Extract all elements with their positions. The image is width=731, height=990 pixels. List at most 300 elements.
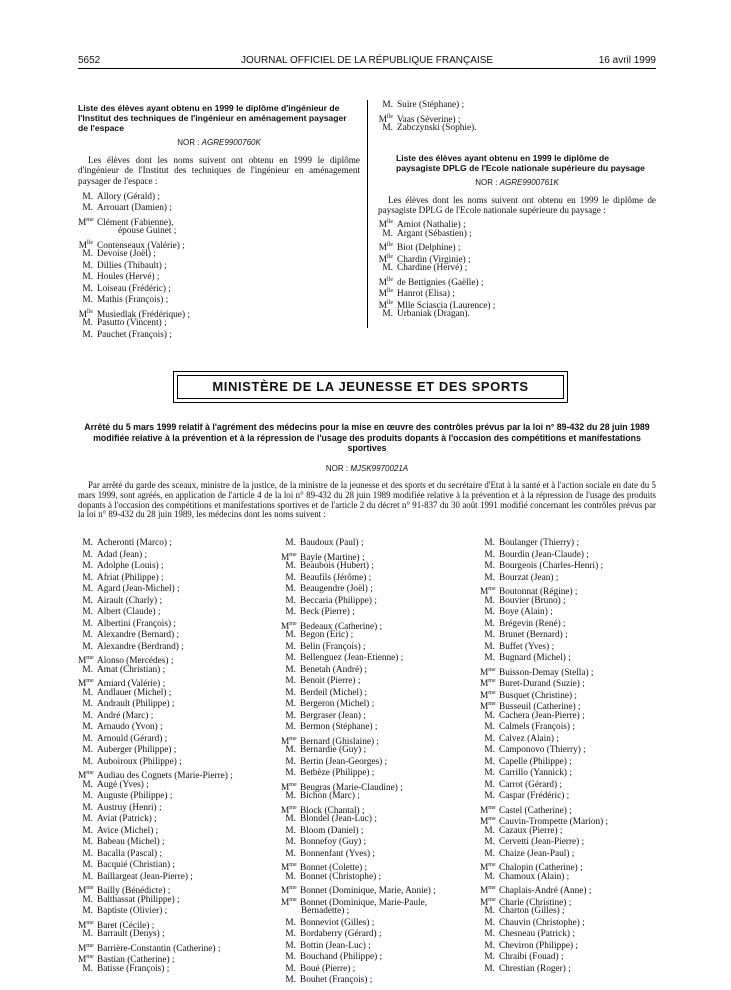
person-name: Biot (Delphine) ; [397,243,461,254]
list-item [78,630,273,642]
person-name: Beccaria (Philippe) ; [300,595,377,606]
list-item [78,699,273,711]
person-name: Augé (Yves) ; [97,779,149,790]
list-item [480,573,656,585]
list-item [281,722,479,734]
list-item [281,791,479,803]
list-item [78,780,273,792]
honorific: $M^{lle}$ [378,276,393,288]
honorific: M. [285,722,296,732]
list-item [480,722,656,734]
person-name: Baptiste (Olivier) ; [97,906,168,916]
honorific: $M^{me}$ [480,701,496,713]
person-name: Bonnefoy (Guy) ; [300,837,367,847]
person-name: Blondel (Jean-Luc) ; [300,814,377,824]
list-item [78,711,273,723]
honorific: M. [82,664,93,675]
list-item [378,229,656,241]
honorific: M. [484,871,495,882]
honorific: M. [82,756,93,767]
list-item [480,791,656,803]
list-item [281,745,479,757]
honorific: M. [82,607,93,617]
list-item [281,826,479,838]
list-item [281,561,479,573]
person-name: Bloom (Daniel) ; [300,825,364,836]
person-name: Baudoux (Paul) ; [300,538,364,548]
nor-label: NOR : [475,177,498,187]
person-name: Argant (Sébastien) ; [397,228,472,239]
section-ingenieur-list-continued [378,100,656,135]
honorific: M. [285,572,296,583]
honorific: $M^{me}$ [480,896,496,908]
person-name: Barrière-Constantin (Catherine) ; [97,943,221,954]
list-item [78,895,273,907]
list-item [78,272,360,284]
section-paysagiste-title: Liste des élèves ayant obtenu en 1999 le diplôme de paysagiste DPLG de l'Ecole nationale supérieure du paysage [396,152,645,173]
list-item [78,734,273,746]
person-name: de Bettignies (Gaëlle) ; [397,277,484,288]
list-item [78,550,273,562]
person-name: Beaugendre (Joël) ; [300,584,373,594]
honorific: M. [285,756,296,767]
honorific: M. [484,779,495,790]
section-paysagiste-nor [378,178,656,187]
list-item [78,941,273,953]
person-name: Bonnet (Dominique, Marie-Paule, [300,897,428,908]
honorific: $M^{me}$ [480,804,496,816]
honorific: M. [285,963,296,974]
honorific: M. [285,687,296,698]
list-item [281,780,479,792]
honorific: $M^{me}$ [480,586,496,598]
list-item [78,215,360,227]
list-item [281,849,479,861]
list-item [281,975,479,987]
honorific: M. [484,572,495,583]
person-name: Avice (Michel) ; [97,825,159,836]
person-name: Brégevin (René) ; [499,618,566,629]
honorific: M. [484,768,495,778]
person-name: Loiseau (Frédéric) ; [97,283,171,294]
person-name: Alonso (Mercédes) ; [97,656,174,667]
list-item [78,860,273,872]
list-item [78,883,273,895]
list-item [78,722,273,734]
person-name: Bonneviot (Gilles) ; [300,917,375,928]
honorific: M. [285,952,296,962]
honorific: M. [285,871,296,882]
honorific: M. [82,699,93,709]
honorific: M. [484,607,495,617]
person-name: Bichon (Marc) ; [300,791,360,801]
list-item [78,791,273,803]
list-item [78,745,273,757]
list-item [78,619,273,631]
person-name: Zabczynski (Sophie). [397,123,477,133]
honorific: M. [285,630,296,640]
person-name: Bellenguez (Jean-Etienne) ; [300,653,404,663]
honorific: M. [82,203,93,214]
list-item [480,699,656,711]
column-divider [367,100,368,328]
honorific: M. [82,249,93,260]
person-name: Arnaudo (Yvon) ; [97,722,163,732]
person-name: Auguste (Philippe) ; [97,791,173,801]
person-name: Capelle (Philippe) ; [499,756,572,767]
doctors-list-column-2 [281,538,479,987]
arrete-nor [78,464,656,473]
person-name: Amiot (Nathalie) ; [397,220,466,231]
list-item [78,952,273,964]
honorific: M. [82,871,93,882]
list-item [480,745,656,757]
person-name: Bonnet (Dominique, Marie, Annie) ; [300,886,436,897]
list-item [78,238,360,250]
list-item [480,780,656,792]
list-item [78,596,273,608]
list-item [78,849,273,861]
person-name: Baillargeat (Jean-Pierre) ; [97,871,193,882]
honorific: $M^{me}$ [480,666,496,678]
person-name: Beck (Pierre) ; [300,607,355,617]
list-item [281,941,479,953]
person-name: Agard (Jean-Michel) ; [97,584,180,594]
list-item [480,964,656,976]
person-name: Bouchand (Philippe) ; [300,952,383,962]
list-item [480,895,656,907]
honorific: $M^{me}$ [281,781,297,793]
list-item [378,286,656,298]
section-ingenieur-title: Liste des élèves ayant obtenu en 1999 le diplôme d'ingénieur de l'Institut des techniques de l'ingénieur en aménagement paysager de l'espace [78,103,347,133]
honorific: $M^{lle}$ [378,242,393,254]
person-name: Amat (Christian) ; [97,664,166,675]
honorific: M. [285,699,296,709]
list-item [281,814,479,826]
honorific: M. [484,745,495,755]
person-name: Cachera (Jean-Pierre) ; [499,710,585,721]
person-name: Buisson-Demay (Stella) ; [499,667,594,678]
list-item [78,295,360,307]
honorific: M. [285,917,296,928]
list-item [378,100,656,112]
list-item [378,112,656,124]
list-item [378,298,656,310]
honorific: M. [82,630,93,640]
name-continuation: Bernadette) ; [301,906,350,916]
person-name: Bernardie (Guy) ; [300,745,367,755]
list-item [480,665,656,677]
person-name: Chauvin (Christophe) ; [499,917,585,928]
person-name: Camponovo (Thierry) ; [499,745,586,755]
list-item [480,860,656,872]
list-item [78,249,360,261]
list-item [378,309,656,321]
honorific: M. [82,710,93,721]
honorific: $M^{lle}$ [378,113,393,125]
person-name: Cazaux (Pierre) ; [499,825,563,836]
honorific: M. [285,745,296,755]
honorific: M. [285,940,296,951]
list-item [281,665,479,677]
list-item [78,826,273,838]
list-item [480,538,656,550]
list-item [281,883,479,895]
person-name: Bedeaux (Catherine) ; [300,621,383,632]
honorific: $M^{lle}$ [378,253,393,265]
page-number: 5652 [78,55,101,66]
honorific: M. [484,549,495,560]
person-name: Bermon (Stéphane) ; [300,722,378,732]
person-name: Allory (Gérald) ; [97,191,160,202]
list-item [480,596,656,608]
list-item [78,837,273,849]
person-name: Baret (Cécile) ; [97,920,155,931]
list-item [78,330,360,342]
list-item [480,929,656,941]
person-name: Clément (Fabienne), [97,217,174,228]
list-item [480,941,656,953]
person-name: Andlauer (Michel) ; [97,687,172,698]
list-item [78,284,360,296]
honorific: M. [82,802,93,813]
honorific: M. [285,825,296,836]
person-name: Chardin (Virginie) ; [397,254,471,265]
person-name: Bourgeois (Charles-Henri) ; [499,561,604,571]
section-ingenieur-intro: Les élèves dont les noms suivent ont obtenu en 1999 le diplôme d'ingénieur de l'Institut des techniques de l'ingénieur en aménagement paysager de l'espace : [78,155,360,186]
person-name: Benetah (André) ; [300,664,368,675]
person-name: André (Marc) ; [97,710,154,721]
honorific: $M^{me}$ [281,735,297,747]
honorific: M. [285,791,296,801]
honorific: $M^{lle}$ [378,288,393,300]
honorific: M. [285,676,296,686]
honorific: M. [285,837,296,847]
honorific: M. [82,860,93,870]
person-name: Bastian (Catherine) ; [97,955,175,966]
honorific: $M^{lle}$ [78,308,93,320]
list-item [480,814,656,826]
list-item [78,203,360,215]
honorific: M. [285,538,296,548]
person-name: Chamoux (Alain) ; [499,871,570,882]
section-paysagiste-list [378,217,656,321]
honorific: M. [285,584,296,594]
honorific: M. [484,641,495,652]
person-name: Barrault (Denys) ; [97,929,165,939]
person-name: Suire (Stéphane) ; [397,100,465,110]
honorific: M. [82,779,93,790]
honorific: $M^{lle}$ [378,299,393,311]
honorific: $M^{me}$ [281,885,297,897]
person-name: Chaplais-André (Anne) ; [499,886,592,897]
list-item [480,550,656,562]
honorific: M. [484,595,495,606]
person-name: Betbèze (Philippe) ; [300,768,375,778]
person-name: Berdeil (Michel) ; [300,687,368,698]
list-item [78,665,273,677]
person-name: Boué (Pierre) ; [300,963,356,974]
list-item [78,607,273,619]
honorific: M. [285,814,296,824]
honorific: M. [484,929,495,939]
person-name: Babeau (Michel) ; [97,837,165,847]
person-name: Carrillo (Yannick) ; [499,768,572,778]
list-item [281,584,479,596]
honorific: M. [82,837,93,847]
list-item [480,918,656,930]
person-name: Bottin (Jean-Luc) ; [300,940,371,951]
list-item [480,630,656,642]
person-name: Alexandre (Bernard) ; [97,630,180,640]
honorific: M. [484,733,495,744]
person-name: Bugnard (Michel) ; [499,653,571,663]
person-name: Bonnet (Christophe) ; [300,871,382,882]
name-continuation: épouse Guinet ; [118,226,177,237]
honorific: M. [484,653,495,663]
list-item [281,952,479,964]
honorific: M. [484,722,495,732]
person-name: Calmels (François) ; [499,722,575,732]
list-item [281,642,479,654]
list-item [281,711,479,723]
list-item [480,734,656,746]
person-name: Bourdin (Jean-Claude) ; [499,549,589,560]
honorific: M. [285,607,296,617]
list-item [480,952,656,964]
honorific: M. [484,791,495,801]
honorific: $M^{me}$ [480,885,496,897]
person-name: Balthassat (Philippe) ; [97,894,180,905]
person-name: Pasutto (Vincent) ; [97,318,167,329]
person-name: Urbaniak (Dragan). [397,309,470,320]
list-item [78,757,273,769]
person-name: Boye (Alain) ; [499,607,553,617]
person-name: Bouvier (Bruno) ; [499,595,566,606]
honorific: M. [82,618,93,629]
person-name: Hanrot (Elisa) ; [397,289,455,300]
ministry-heading: MINISTÈRE DE LA JEUNESSE ET DES SPORTS [177,375,564,399]
honorific: M. [82,260,93,271]
list-item [78,261,360,273]
honorific: M. [484,940,495,951]
list-item [281,964,479,976]
list-item [281,550,479,562]
person-name: Buret-Durand (Suzie) ; [499,679,585,690]
person-name: Buffet (Yves) ; [499,641,555,652]
list-item [281,734,479,746]
list-item [480,826,656,838]
person-name: Benoit (Pierre) ; [300,676,361,686]
honorific: $M^{me}$ [480,689,496,701]
person-name: Bacquié (Christian) ; [97,860,175,870]
section-ingenieur-nor [78,138,360,147]
person-name: Carrot (Gérard) ; [499,779,562,790]
honorific: M. [382,228,393,239]
nor-code: AGRE9900760K [201,138,261,147]
list-item [480,906,656,918]
person-name: Brunet (Bernard) ; [499,630,568,640]
honorific: M. [285,710,296,721]
list-item [480,653,656,665]
honorific: M. [484,837,495,847]
list-item [78,318,360,330]
honorific: M. [285,653,296,663]
honorific: $M^{me}$ [78,885,94,897]
honorific: M. [82,283,93,294]
person-name: Calvez (Alain) ; [499,733,559,744]
honorific: M. [484,917,495,928]
honorific: M. [484,963,495,974]
list-item [78,653,273,665]
list-item [480,883,656,895]
list-item [281,699,479,711]
honorific: M. [82,791,93,801]
person-name: Bergraser (Jean) ; [300,710,366,721]
honorific: M. [82,595,93,606]
person-name: Mathis (François) ; [97,295,169,306]
person-name: Cauvin-Trompette (Marion) ; [499,817,609,828]
person-name: Adolphe (Louis) ; [97,561,164,571]
honorific: M. [285,664,296,675]
list-item [281,906,479,918]
honorific: M. [82,929,93,939]
honorific: M. [382,309,393,320]
honorific: M. [484,710,495,721]
nor-code: MJSK9970021A [350,464,409,473]
list-item [78,538,273,550]
person-name: Auberger (Philippe) ; [97,745,177,755]
list-item [78,226,360,238]
arrete-body: Par arrêté du garde des sceaux, ministre de la justice, de la ministre de la jeunesse et des sports et du secrétaire d'Etat à la santé et à l'action sociale en date du 5 mars 1999, sont agréés, en application de l'article 4 de la loi n° 89-432 du 28 juin 1989 modifiée relative à la prévention et à la répression de l'usage des produits dopants à l'occasion des compétitions et manifestations sportives et de l'article 2 du décret n° 91-837 du 30 août 1991 modifié concernant les contrôles prévus par la loi n° 89-432 du 28 juin 1989, les médecins dont les noms suivent : [78,480,656,520]
person-name: Chalopin (Catherine) ; [499,863,583,874]
section-right-column [378,100,656,321]
honorific: $M^{lle}$ [78,239,93,251]
person-name: Block (Chantal) ; [300,805,365,816]
list-item [78,803,273,815]
honorific: M. [285,848,296,859]
section-ingenieur-list [78,192,360,342]
list-item [78,814,273,826]
list-item [78,573,273,585]
list-item [378,240,656,252]
honorific: $M^{lle}$ [378,219,393,231]
list-item [480,642,656,654]
list-item [78,918,273,930]
person-name: Devoise (Joël) ; [97,249,156,260]
honorific: M. [82,538,93,548]
doctors-list-column-1 [78,538,273,975]
person-name: Audiau des Cognets (Marie-Pierre) ; [97,771,233,782]
person-name: Austruy (Henri) ; [97,802,162,813]
doctors-list-column-3 [480,538,656,975]
list-item [281,837,479,849]
honorific: M. [82,549,93,560]
person-name: Boutonnat (Régine) ; [499,587,578,598]
person-name: Dillies (Thibault) ; [97,260,167,271]
nor-code: AGRE9900761K [499,177,559,187]
person-name: Arrouart (Damien) ; [97,203,172,214]
list-item [480,688,656,700]
person-name: Belin (François) ; [300,641,366,652]
person-name: Acheronti (Marco) ; [97,538,172,548]
list-item [281,929,479,941]
honorific: M. [82,329,93,340]
honorific: M. [82,572,93,583]
section-ingenieur [78,103,360,341]
honorific: M. [82,584,93,594]
list-item [281,630,479,642]
